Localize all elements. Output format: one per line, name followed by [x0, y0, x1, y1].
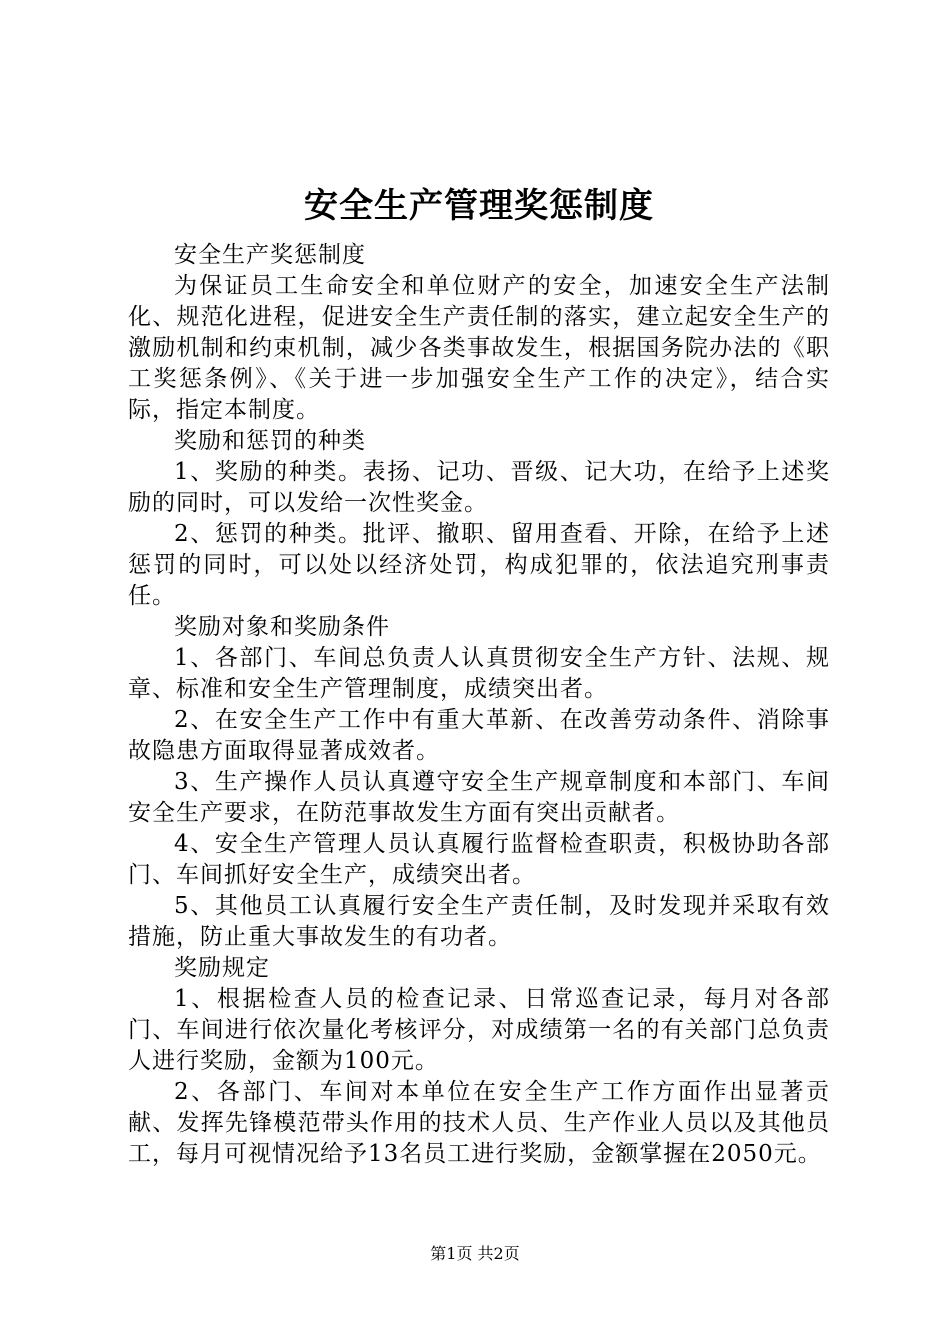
- body-paragraph: 2、在安全生产工作中有重大革新、在改善劳动条件、消除事故隐患方面取得显著成效者。: [128, 707, 830, 764]
- section-heading: 奖励和惩罚的种类: [174, 428, 366, 454]
- section-heading: 安全生产奖惩制度: [174, 242, 366, 268]
- body-paragraph: 4、安全生产管理人员认真履行监督检查职责，积极协助各部门、车间抓好安全生产，成绩突出者。: [128, 831, 830, 888]
- section-heading: 奖励规定: [174, 955, 270, 981]
- body-paragraph: 1、奖励的种类。表扬、记功、晋级、记大功，在给予上述奖励的同时，可以发给一次性奖金。: [128, 459, 830, 516]
- document-title: 安全生产管理奖惩制度: [304, 186, 654, 226]
- body-paragraph: 2、惩罚的种类。批评、撤职、留用查看、开除，在给予上述惩罚的同时，可以处以经济处罚，构成犯罪的，依法追究刑事责任。: [128, 521, 830, 609]
- body-paragraph: 为保证员工生命安全和单位财产的安全，加速安全生产法制化、规范化进程，促进安全生产责任制的落实，建立起安全生产的激励机制和约束机制，减少各类事故发生，根据国务院办法的《职工奖惩条例》、《关于进一步加强安全生产工作的决定》，结合实际，指定本制度。: [128, 273, 830, 423]
- document-body: [128, 240, 830, 1170]
- page-footer: 第1页 共2页: [430, 1244, 520, 1263]
- document-page: [128, 178, 830, 1170]
- body-paragraph: 5、其他员工认真履行安全生产责任制，及时发现并采取有效措施，防止重大事故发生的有功者。: [128, 893, 830, 950]
- body-paragraph: 1、根据检查人员的检查记录、日常巡查记录，每月对各部门、车间进行依次量化考核评分，对成绩第一名的有关部门总负责人进行奖励，金额为100元。: [128, 986, 830, 1074]
- section-heading: 奖励对象和奖励条件: [174, 614, 390, 640]
- body-paragraph: 1、各部门、车间总负责人认真贯彻安全生产方针、法规、规章、标准和安全生产管理制度，成绩突出者。: [128, 645, 830, 702]
- body-paragraph: 3、生产操作人员认真遵守安全生产规章制度和本部门、车间安全生产要求，在防范事故发生方面有突出贡献者。: [128, 769, 830, 826]
- body-paragraph: 2、各部门、车间对本单位在安全生产工作方面作出显著贡献、发挥先锋模范带头作用的技术人员、生产作业人员以及其他员工，每月可视情况给予13名员工进行奖励，金额掌握在2050元。: [128, 1079, 830, 1167]
